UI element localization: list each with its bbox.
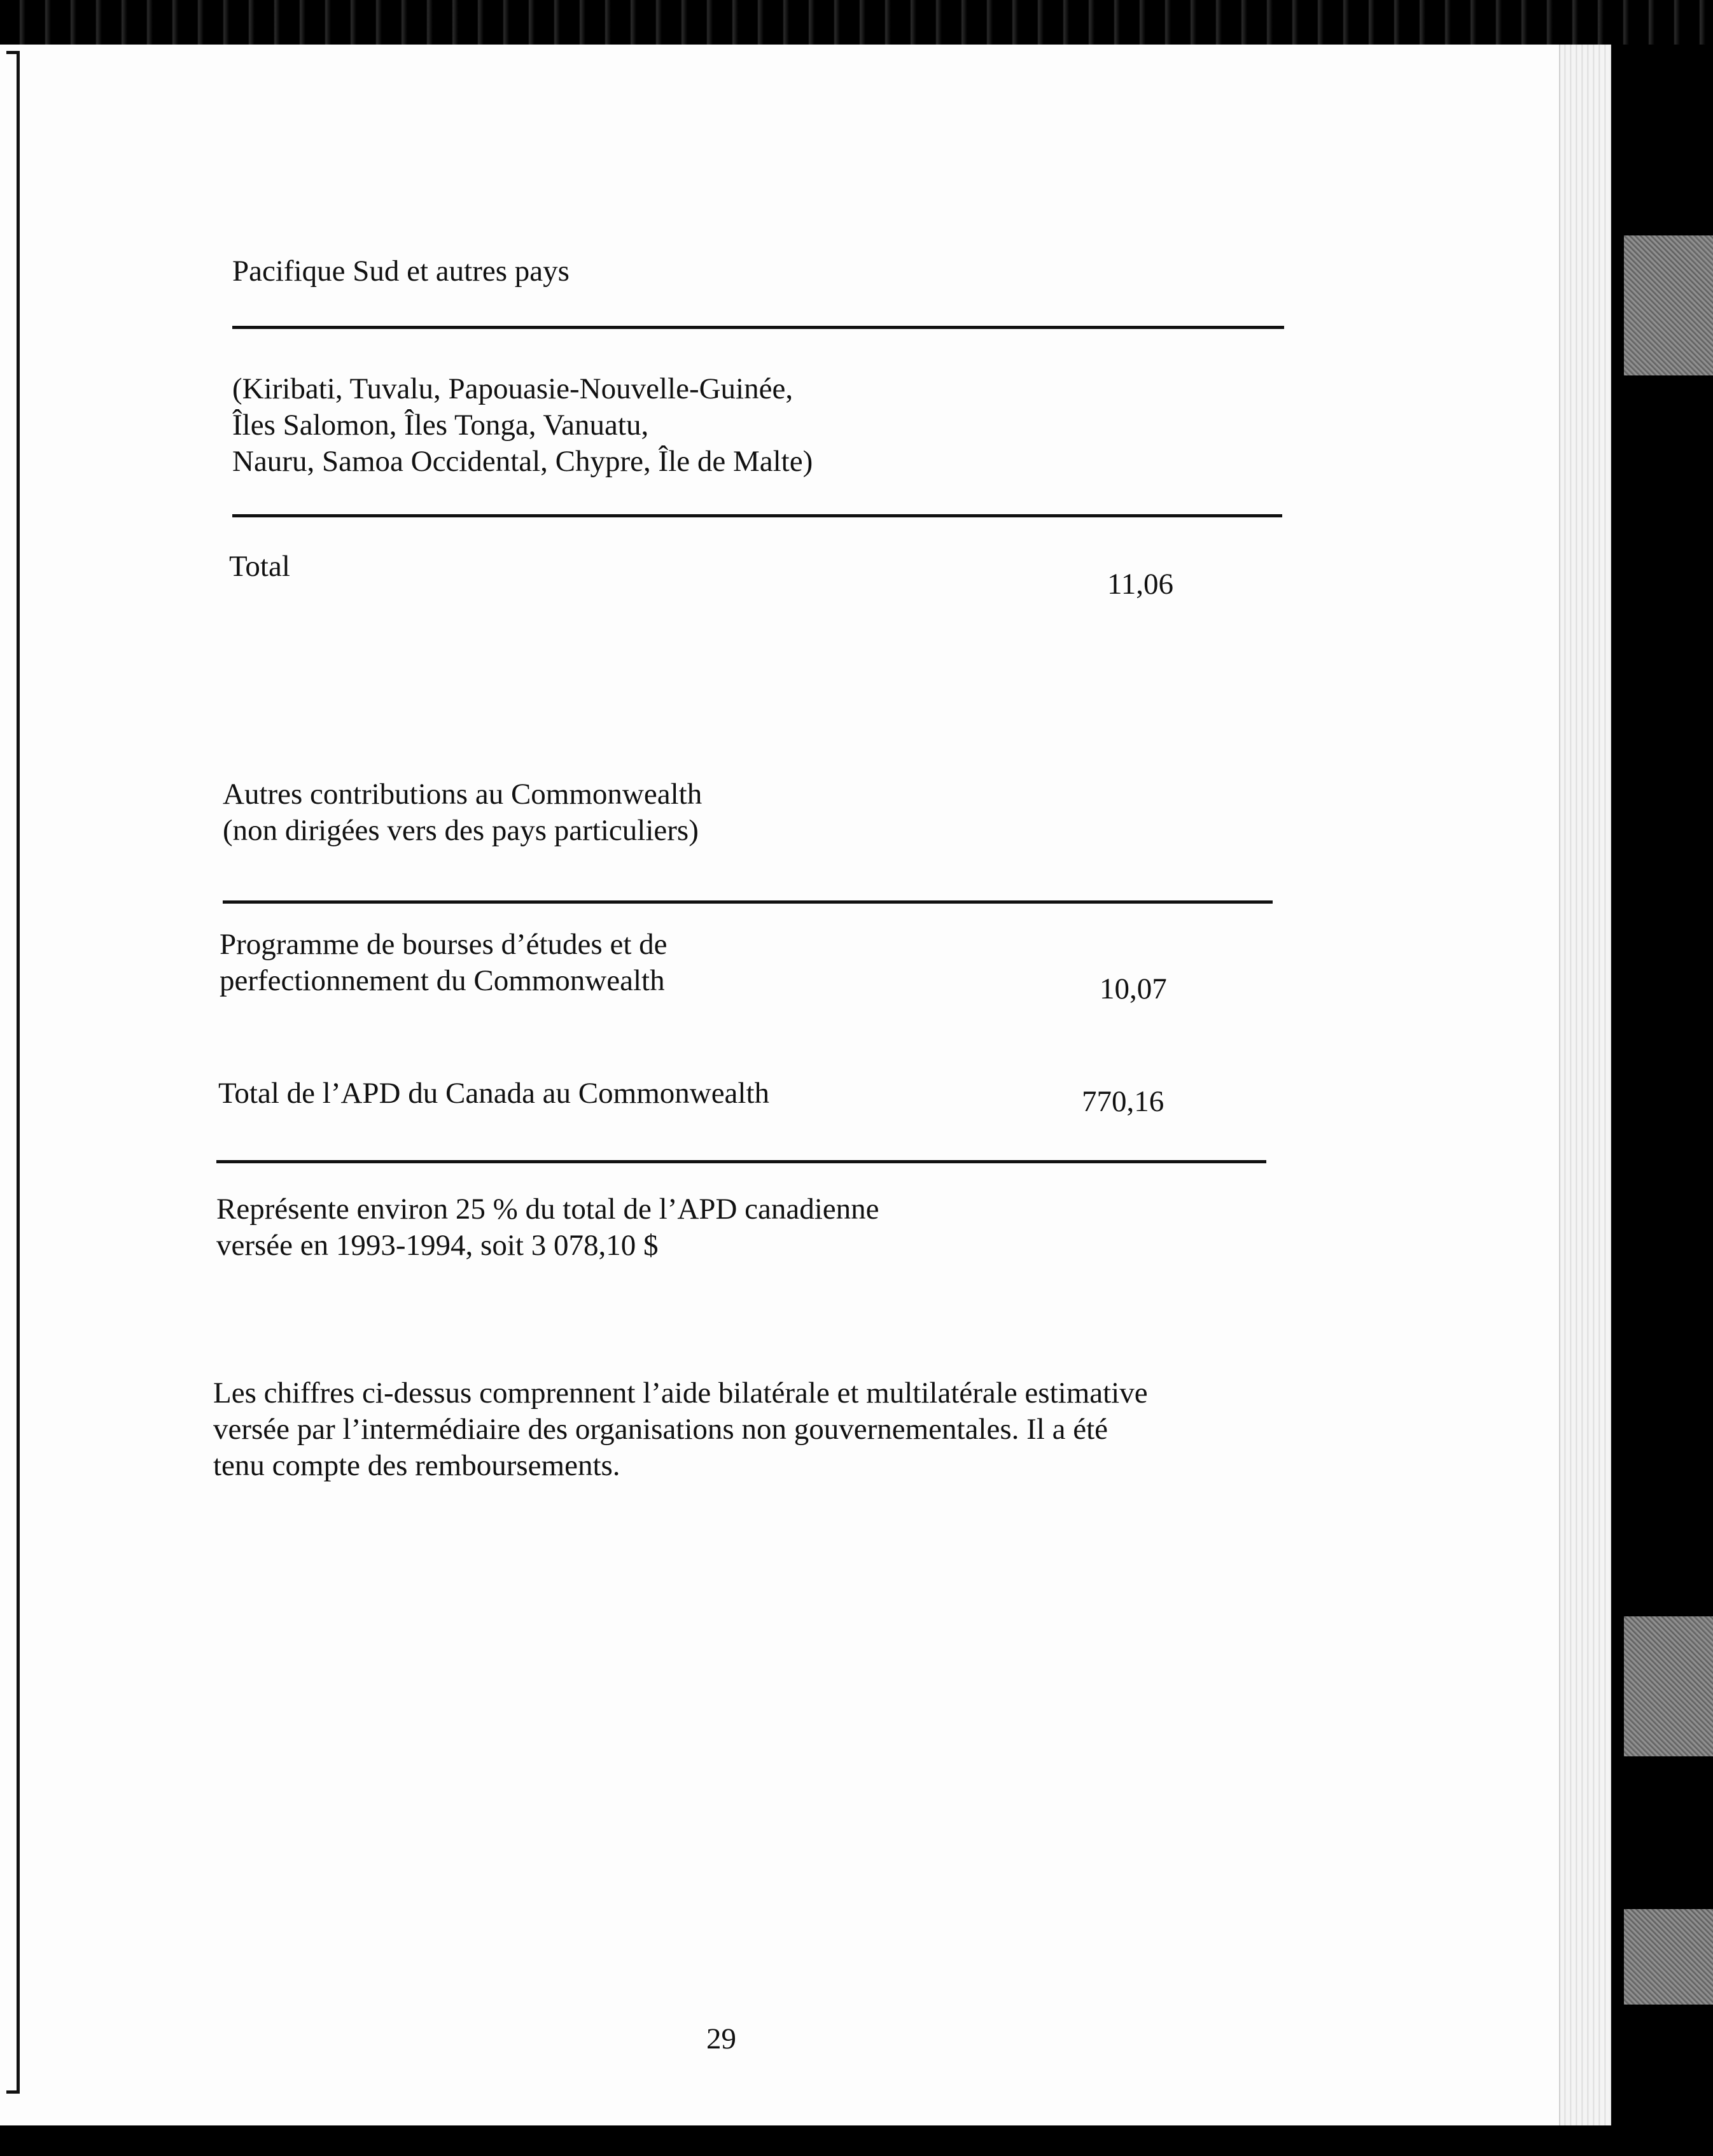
note-line: versée par l’intermédiaire des organisations non gouvernementales. Il a été [213,1413,1108,1446]
rule [232,326,1284,329]
rule [216,1160,1266,1163]
note-paragraph [213,1375,1148,1484]
summary-line: Représente environ 25 % du total de l’APD canadienne [216,1193,879,1226]
pacific-country-list [232,371,813,480]
program-line: Programme de bourses d’études et de [220,928,668,961]
pacific-total-label: Total [229,550,290,583]
page-number: 29 [706,2022,736,2055]
grand-total-value: 770,16 [1082,1085,1164,1118]
heading-line: Autres contributions au Commonwealth [223,778,703,811]
scan-artifact [1624,235,1713,375]
scan-artifact [1624,1616,1713,1756]
rule [223,900,1273,904]
scholarship-program-value: 10,07 [1100,972,1167,1005]
pacific-heading: Pacifique Sud et autres pays [232,255,570,288]
country-line: (Kiribati, Tuvalu, Papouasie-Nouvelle-Guinée, [232,372,794,405]
summary-text [216,1191,879,1264]
page-edge [1559,45,1611,2125]
note-line: Les chiffres ci-dessus comprennent l’aide bilatérale et multilatérale estimative [213,1376,1148,1410]
binding-bracket [6,51,20,2094]
country-line: Nauru, Samoa Occidental, Chypre, Île de Malte) [232,445,813,478]
scan-artifact [1624,1909,1713,2005]
scholarship-program-label [220,927,668,999]
country-line: Îles Salomon, Îles Tonga, Vanuatu, [232,409,649,442]
heading-line: (non dirigées vers des pays particuliers) [223,814,699,847]
other-contributions-heading [223,776,702,849]
grand-total-label: Total de l’APD du Canada au Commonwealth [218,1077,770,1110]
scan-border-top [0,0,1713,45]
pacific-total-value: 11,06 [1107,568,1174,601]
note-line: tenu compte des remboursements. [213,1449,620,1482]
summary-line: versée en 1993-1994, soit 3 078,10 $ [216,1229,659,1262]
program-line: perfectionnement du Commonwealth [220,964,665,997]
rule [232,514,1282,517]
